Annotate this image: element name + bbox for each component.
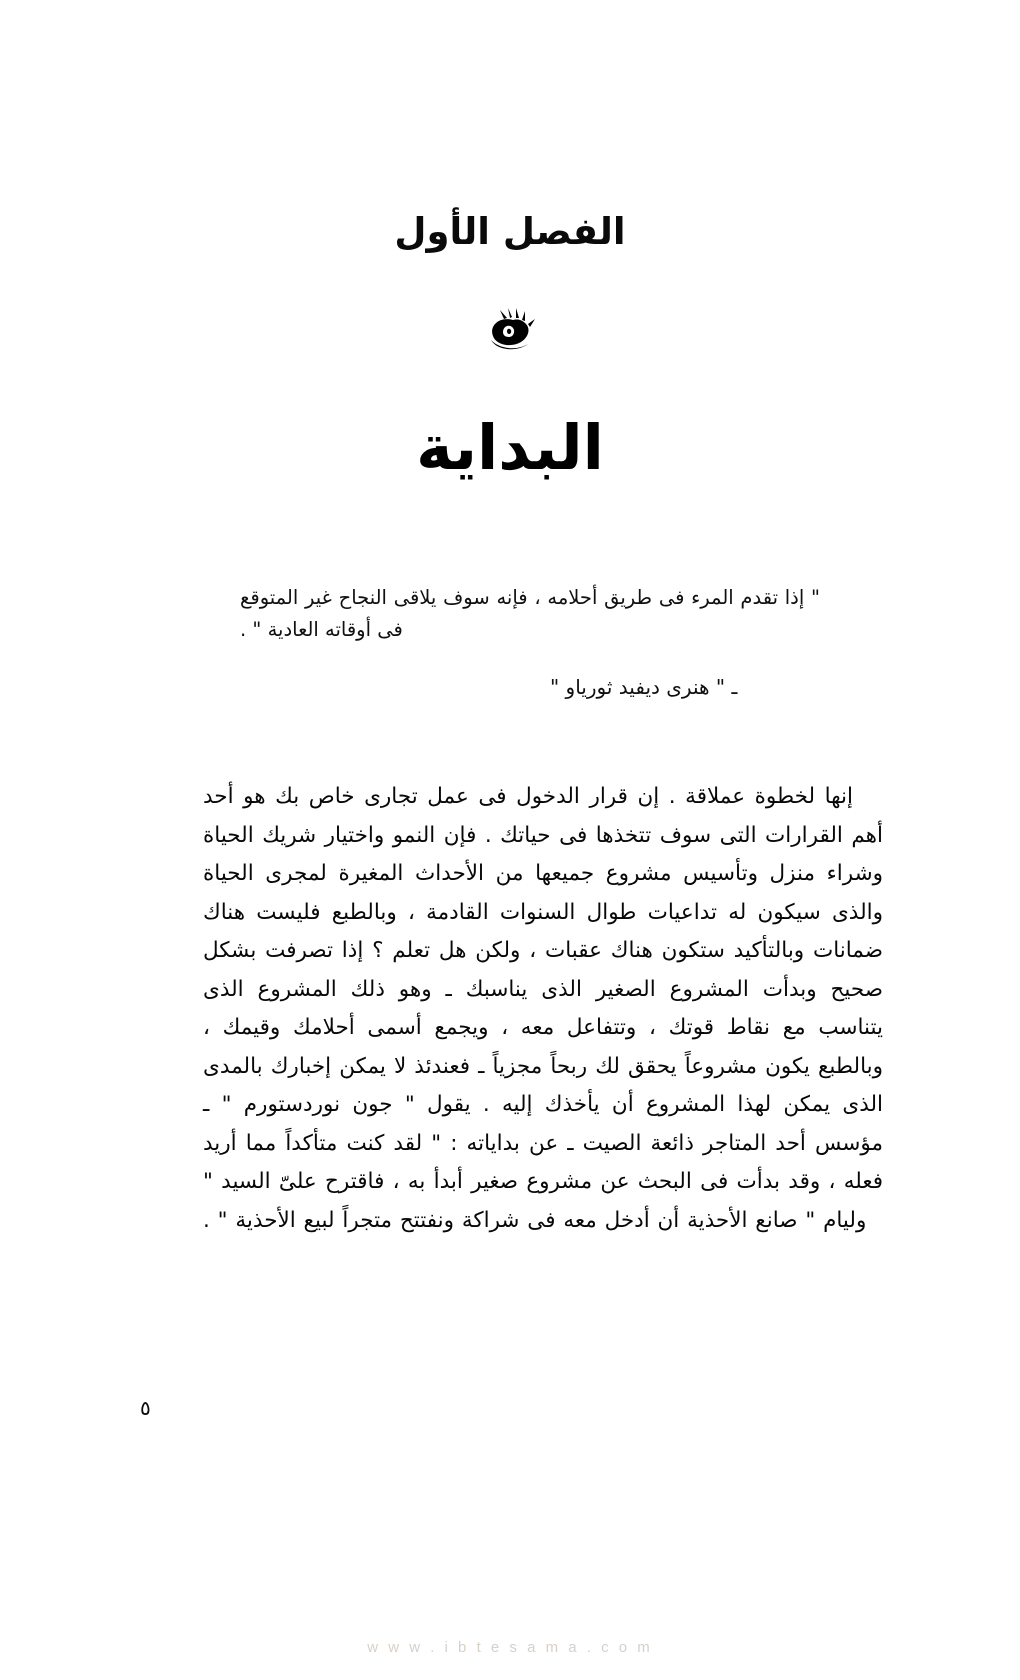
epigraph-quote: " إذا تقدم المرء فى طريق أحلامه ، فإنه سوف يلاقى النجاح غير المتوقع فى أوقاته العادية " .: [240, 586, 820, 641]
body-paragraph: [203, 778, 883, 1240]
site-watermark: w w w . i b t e s a m a . c o m: [367, 1639, 653, 1656]
epigraph-attribution: ـ " هنرى ديفيد ثورياو ": [550, 675, 738, 699]
page-number: ٥: [140, 1396, 151, 1420]
chapter-label: الفصل الأول: [394, 210, 626, 253]
chapter-title: البداية: [416, 411, 604, 484]
flourish-ornament-icon: [0, 306, 1020, 358]
paragraph-text: إنها لخطوة عملاقة . إن قرار الدخول فى عمل تجارى خاص بك هو أحد أهم القرارات التى سوف تتخذها فى حياتك . فإن النمو واختيار شريك الحياة وشراء منزل وتأسيس مشروع جميعها من الأحداث المغيرة لمجرى الحياة والذى سيكون له تداعيات طوال السنوات القادمة ، وبالطبع فليست هناك ضمانات وبالتأكيد ستكون هناك عقبات ، ولكن هل تعلم ؟ إذا تصرفت بشكل صحيح وبدأت المشروع الصغير الذى يناسبك ـ وهو ذلك المشروع الذى يتناسب مع نقاط قوتك ، وتتفاعل معه ، ويجمع أسمى أحلامك وقيمك ، وبالطبع يكون مشروعاً يحقق لك ربحاً مجزياً ـ فعندئذ لا يمكن إخبارك بالمدى الذى يمكن لهذا المشروع أن يأخذك إليه . يقول " جون نوردستورم " ـ مؤسس أحد المتاجر ذائعة الصيت ـ عن بداياته : " لقد كنت متأكداً مما أريد فعله ، وقد بدأت فى البحث عن مشروع صغير أبدأ به ، فاقترح علىّ السيد " وليام " صانع الأحذية أن أدخل معه فى شراكة ونفتتح متجراً لبيع الأحذية " .: [203, 784, 883, 1233]
